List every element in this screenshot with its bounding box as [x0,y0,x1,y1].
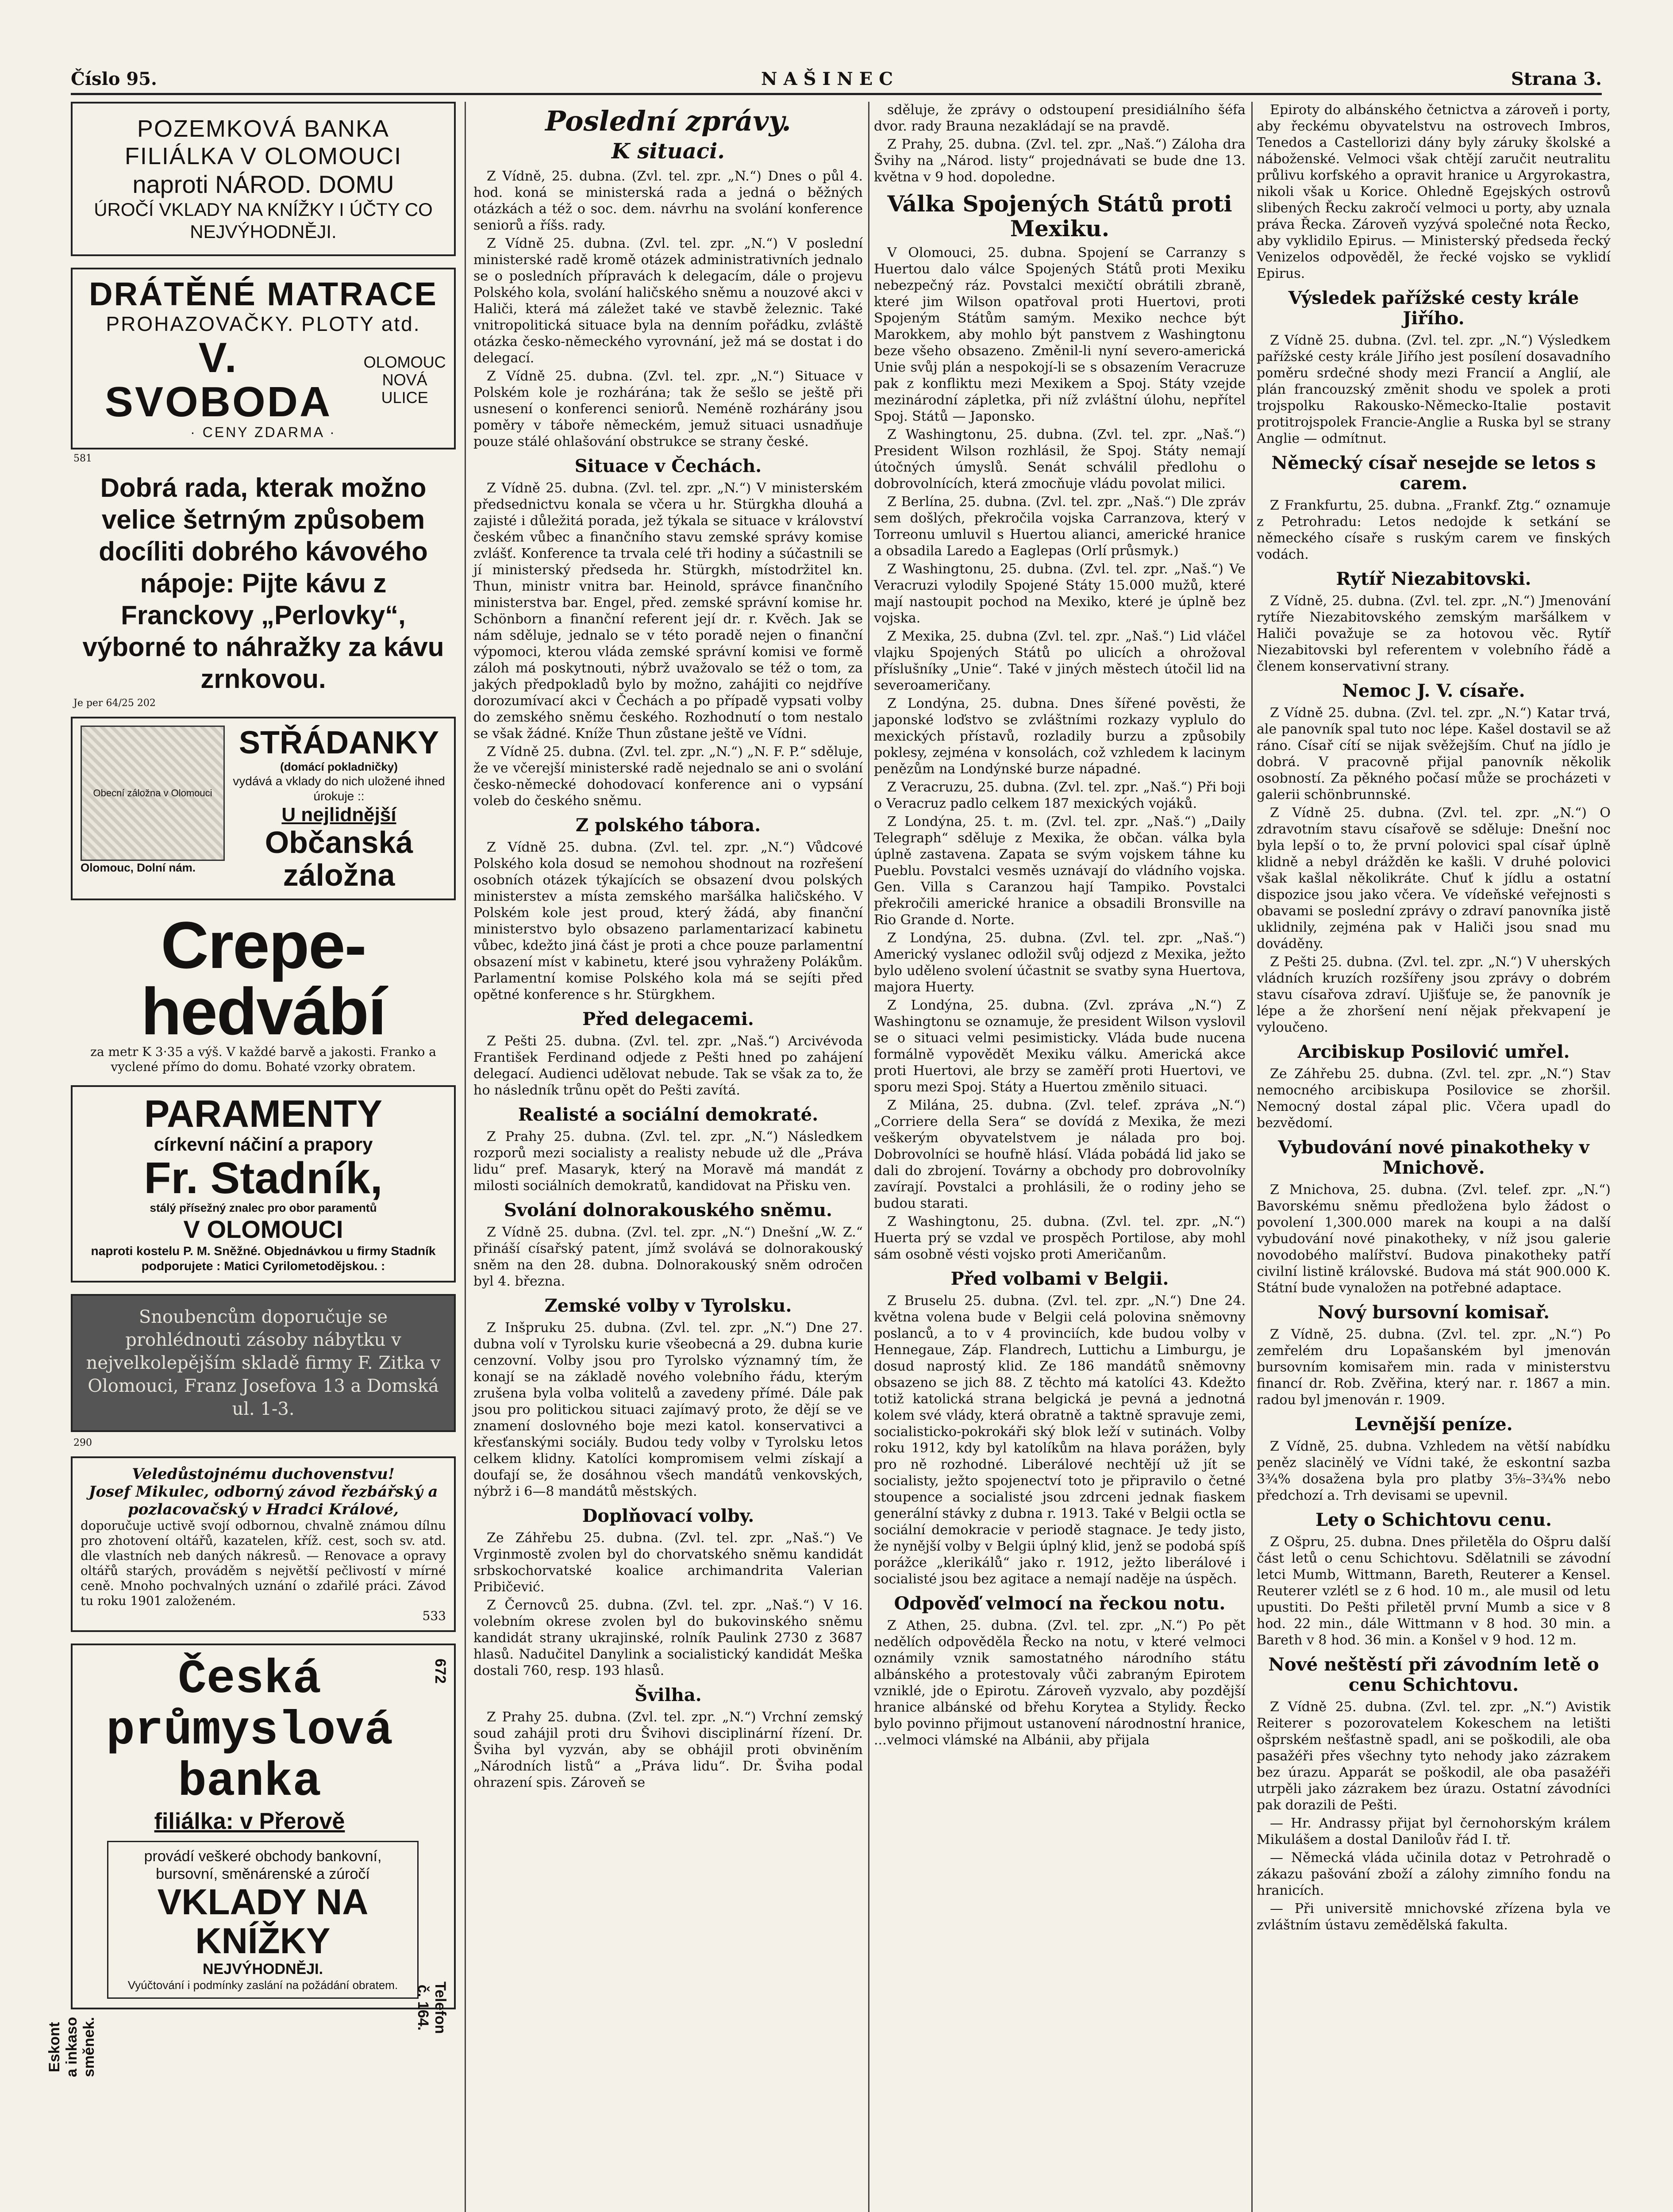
article-paragraph: Z Frankfurtu, 25. dubna. „Frankf. Ztg.“ oznamuje z Petrohradu: Letos nedojde k setkání se německého císaře s ruským carem ve finských vodách. [1257,498,1611,562]
ad-line: naproti NÁROD. DOMU [132,170,394,198]
ad-paramenty [71,1085,456,1283]
article-paragraph: Z Prahy 25. dubna. (Zvl. tel. zpr. „N.“) Následkem rozporů mezi socialisty a realisty nebude už dle „Práva lidu“ pref. Masaryk, který na Moravě má mandát z milosti sociálních demokratů, kandidovat na Přisku ven. [473,1129,863,1194]
article-paragraph: Z Prahy, 25. dubna. (Zvl. tel. zpr. „Naš.“) Záloha dra Švihy na „Národ. listy“ projednávati se bude dne 13. května v 9 hod. dopoledne. [874,137,1246,185]
article-paragraph: Z Washingtonu, 25. dubna. (Zvl. tel. zpr. „N.“) Huerta prý se vzdal ve prospěch Portilose, aby mohl sám osobně vésti vojsko proti Američanům. [874,1214,1246,1262]
ad-line: PARAMENTY [144,1093,383,1135]
article-heading: Realisté a sociální demokraté. [518,1104,819,1125]
newspaper-title: NAŠINEC [761,69,900,89]
column-rule [868,102,869,2212]
article-paragraph: V Olomouci, 25. dubna. Spojení se Carranzy s Huertou dalo válce Spojených Států proti Mexiku nebezpečný ráz. Povstalci mexičtí obrátili zbraně, které jim Wilson opatřoval proti Huertovi, proti Spojeným Státům samým. Mexiko nechce být Marokkem, aby mohlo být panstvem z Washingtonu beze všeho obsazeno. Změnil-li nyní severo-americká Unie svůj plán a nespokojí-li se s obsazením Veracruze pak z konfliktu mezi Mexikem a Spoj. Státy vzejde mezinárodní zápletka, při níž zvláštní úlohu, nepřítel Spoj. Států — Japonsko. [874,245,1246,424]
article-paragraph: Z Vídně 25. dubna. (Zvl. tel. zpr. „N.“) V ministerském předsednictvu konala se včera u hr. Stürgkha dlouhá a zajisté i důležitá porada, jež týkala se situace v království českém vůbec a finančního stavu zemské správy komise zvlášť. Konference ta trvala celé tři hodiny a súčastnili se jí ministerský předseda hr. Stürgkh, místodržitel kn. Thun, ministr vnitra bar. Heinold, správce finančního ministerstva bar. Engel, před. zemské správní komise hr. Schönborn a finanční referent její dr. r. Kvěch. Jak se nám sděluje, jednalo se v této poradě nejen o finanční výpomoci, kterou vláda zemské správní komisi ve formě záloh má poskytnouti, nýbrž uvažovalo se též o tom, za jakých předpokladů bylo by možno, zahájiti co nejdříve dorozumívací akci v Čechách a po případě vypsati volby do zemského sněmu českého. Rozhodnutí o tom nestalo se však žádné. Kníže Thun zůstane ještě ve Vídni. [473,480,863,741]
news-column-3 [1257,102,1611,2212]
article-paragraph: Z Berlína, 25. dubna. (Zvl. tel. zpr. „Naš.“) Dle zpráv sem došlých, překročila vojska Carranzova, který v Torreonu umluvil s Huertou alianci, americké hranice a obsadila Laredo a Eaglepas (Orlí průsmyk.) [874,494,1246,559]
ad-line: stálý přísežný znalec pro obor paramentů [150,1201,377,1214]
ad-line: Občanská záložna [265,825,413,892]
ad-pozemkova-banka [71,102,456,256]
article-heading: Odpověď velmocí na řeckou notu. [894,1593,1226,1614]
article-paragraph: Z Vídně, 25. dubna. (Zvl. tel. zpr. „N.“) Jmenování rytíře Niezabitovského zemským maršálkem v Haliči považuje se za hotovou věc. Rytíř Niezabitovski byl referentem v volebního řádě a členem konservativní strany. [1257,593,1611,674]
ad-line: NEJVÝHODNĚJI. [202,1961,323,1978]
article-heading: Levnější peníze. [1354,1414,1513,1435]
article-paragraph: Z Athen, 25. dubna. (Zvl. tel. zpr. „N.“) Po pět nedělích odpověděla Řecko na notu, v které velmoci oznámily vznik samostatného národního státu albánského a protestovaly vůči zabraným Epirotem vzniklé, jde o Epirotu. Zároveň vyzvalo, aby pozdější hranice albánské od břehu Korytea a Stylidy. Řecko bylo povinno přijmout ustanovení národnostní hranice, ...velmoci vlámské na Albánii, aby přijala [874,1618,1246,1748]
ad-ceska-prumyslova-banka [46,1644,456,2078]
ad-line: vydává a vklady do nich uložené ihned úrokuje :: [233,774,445,803]
article-paragraph: Z Bruselu 25. dubna. (Zvl. tel. zpr. „N.“) Dne 24. května volena bude v Belgii celá polovina sněmovny poslanců, a to v 4 provinciích, kde budou volby v Hennegaue, Záp. Flandrech, Luttichu a Limburgu, je dosud naprostý klid. Ze 186 mandátů sněmovny obsazeno se jich 88. Z těchto má katolíci 43. Kdežto totiž katolická strana belgická je pevná a jednotná kolem své vlády, která obratně a taktně spravuje zemi, socialisticko-pokrokáři ský blok leží v sutinách. Volby roku 1912, kdy byl katolíkům na hlava porážen, byly pro ně rozhodné. Liberálové nechtějí už jít se socialisty, ježto spojenectví toto je připravilo o četné stoupence a socialisté jsou zdrceni jednak fiaskem generální stávky z dubna r. 1913. Také v Belgii octla se sociální demokracie v periodě stagnace. Je tedy jisto, že nynější volby v Belgii úplný klid, jenž se podobá spíš porážce „klerikálů“ jako r. 1912, ježto liberálové i socialisté jsou bez agitace a nemají naděje na úspěch. [874,1293,1246,1587]
ad-code: 672 [432,1659,449,1684]
ad-line: doporučuje uctivě svojí odbornou, chvalně známou dílnu pro zhotovení oltářů, kazatelen, kříž. cest, soch sv. atd. dle vlastních neb daných nákresů. — Renovace a opravy oltářů starých, prováděm s největší pečlivostí v mírné ceně. Mnoho pochvalných uznání o zdařilé práci. Závod tu roku 1901 založeném. [81,1518,446,1608]
article-heading: Z polského tábora. [575,815,761,836]
stradanky-box-image: Obecní záložna v Olomouci [81,726,225,861]
ad-line: U nejlidnější [281,804,396,826]
column-rule [465,102,466,2212]
ad-line: STŘÁDANKY [238,725,439,760]
ad-line: FILIÁLKA V OLOMOUCI [124,143,402,169]
article-paragraph: Ze Záhřebu 25. dubna. (Zvl. tel. zpr. „Naš.“) Ve Vrginmostě zvolen byl do chorvatského sněmu kandidát srbskochorvatské koalice archimandrita Valerian Pribičević. [473,1530,863,1595]
article-heading: Švilha. [635,1685,702,1705]
article-paragraph: Z Inšpruku 25. dubna. (Zvl. tel. zpr. „N.“) Dne 27. dubna volí v Tyrolsku kurie všeobecná a 29. dubna kurie cenzovní. Volby jsou pro Tyrolsko významný tím, že konají se na základě nového volebního řádu, kterým zrušena byla volba volitelů a zavedeny přímé. Dále pak jsou pro politickou situaci zajímavý proto, že dějí se ve znamení doslovného boje mezi katol. konservativci a křesťanskými sociály. Budou tedy volby v Tyrolsku letos celkem klidny. Katolíci kompromisem velmi získají a doufají se, že dosáhnou všech mandátů venkovských, nýbrž i 6—8 mandátů městských. [473,1320,863,1499]
article-paragraph: Z Washingtonu, 25. dubna. (Zvl. tel. zpr. „Naš.“) Ve Veracruzi vylodily Spojené Státy 15.000 mužů, které mají nastoupit pochod na Mexiko, které je úplně bez vojska. [874,561,1246,626]
article-paragraph: Z Londýna, 25. t. m. (Zvl. tel. zpr. „Naš.“) „Daily Telegraph“ sděluje z Mexika, že občan. válka byla úplně zastavena. Zapata se svým vojskem táhne ku Pueblu. Povstalci vesměs uznávají do vládního vojska. Gen. Villa s Caranzou hají Tampiko. Povstalci překročili americké hranice a obsadili Bronsville na Rio Grande d. Norte. [874,814,1246,928]
ad-line: Česká [177,1653,322,1707]
page-header [71,66,1602,95]
article-paragraph: Z Černovců 25. dubna. (Zvl. tel. zpr. „Naš.“) V 16. volebním okrese zvolen byl do bukovinského sněmu kandidát strany ukrajinské, rolník Paulink 2730 z 3687 hlasů. Nadučitel Danylink a socialistický kandidát Meška dostali 760, resp. 193 hlasů. [473,1598,863,1678]
ad-line: Vyúčtování i podmínky zaslání na požádání obratem. [127,1978,398,1992]
article-paragraph: — Hr. Andrassy přijat byl černohorským králem Mikulášem a dostal Daniloův řád I. tř. [1257,1816,1611,1847]
issue-number: Číslo 95. [71,69,157,89]
article-heading: Svolání dolnorakouského sněmu. [504,1200,832,1221]
article-paragraph: — Při universitě mnichovské zřízena byla ve zvláštním ústavu zemědělská fakulta. [1257,1901,1611,1933]
ad-code: 533 [422,1609,446,1623]
ad-snoubenci: Snoubencům doporučuje se prohlédnouti zásoby nábytku v nejvelkolepějším skladě firmy F. Zitka v Olomouci, Franz Josefova 13 a Domská ul. 1-3. [71,1294,456,1432]
ad-line: Veledůstojnému duchovenstvu! [132,1465,395,1483]
article-paragraph: Z Vídně 25. dubna. (Zvl. tel. zpr. „N.“) Dnešní „W. Z.“ přináší císařský patent, jímž svolává se dolnorakouský sněm na den 28. dubna. Dolnorakouský sněm odročen byl 4. března. [473,1225,863,1289]
ad-kava: Dobrá rada, kterak možno velice šetrným způsobem docíliti dobrého kávového nápoje: Pijte kávu z Franckovy „Perlovky“, výborné to náhražky za kávu zrnkovou. [82,473,444,694]
section-subtitle: K situaci. [611,139,725,164]
article-paragraph: Z Londýna, 25. dubna. (Zvl. zpráva „N.“) Z Washingtonu se oznamuje, že president Wilson vyslovil se o situaci velmi pesimisticky. Vláda bude nucena formálně vypovědět Mexiku válku. Americká akce proti Huertovi, ale brzy se zaměří proti Huertovi, ve sporu mezi Spoj. Státy a Huertou změnilo situaci. [874,998,1246,1095]
ad-side-text: Eskont a inkaso směnek. [46,2016,97,2078]
news-column-1 [473,102,863,2212]
news-column-2 [874,102,1246,2212]
article-heading: Lety o Schichtovu cenu. [1315,1509,1552,1530]
article-paragraph: sděluje, že zprávy o odstoupení presidiálního šéfa dvor. rady Brauna nezakládají se na pravdě. [874,102,1246,134]
article-paragraph: Z Londýna, 25. dubna. Dnes šířené pověsti, že japonské loďstvo se zvláštními rozkazy vyplulo do mexických přístavů, rozladily burzu a způsobily poklesy, zejména v konsolách, což vzhledem k lacinym penězům na Londýnské burze nápadné. [874,696,1246,777]
ad-line: POZEMKOVÁ BANKA [137,115,390,142]
article-paragraph: — Německá vláda učinila dotaz v Petrohradě o zákazu pašování zboží a zálohy zimního fondu na hranicích. [1257,1850,1611,1898]
ad-line: ÚROČÍ VKLADY NA KNÍŽKY I ÚČTY CO NEJVÝHODNĚJI. [94,199,433,242]
ad-line: OLOMOUC NOVÁ ULICE [363,353,446,407]
article-paragraph: Z Vídně 25. dubna. (Zvl. tel. zpr. „N.“) Situace v Polském kole je rozhárána; tak že sešlo se ještě při usnesení o konferenci seniorů. Neméně rozhárány jsou poměry v táboře německém, jemuž situaci usnadňuje pouze stálé ohlašování obstrukce se strany české. [473,369,863,449]
ad-line: církevní náčiní a prapory [154,1134,373,1155]
article-heading: Arcibiskup Posilović umřel. [1297,1041,1570,1062]
article-paragraph: Z Pešti 25. dubna. (Zvl. tel. zpr. „N.“) V uherských vládních kruzích rozšířeny jsou zprávy o dobrém stavu císařova zdraví. Ujišťuje se, že panovník je lépe a že zhoršení není nějak překvapení je vyloučeno. [1257,954,1611,1035]
ad-line: Fr. Stadník, [144,1153,383,1203]
article-paragraph: Z Vídně, 25. dubna. (Zvl. tel. zpr. „N.“) Po zemřelém dru Lopašanském byl jmenován bursovním komisařem min. rada v ministerstvu financí dr. Rob. Zvěřina, který nar. r. 1867 a min. radou byl jmenován r. 1909. [1257,1327,1611,1408]
article-paragraph: Z Pešti 25. dubna. (Zvl. tel. zpr. „Naš.“) Arcivévoda František Ferdinand odjede z Pešti hned po zahájení delegací. Audienci udělovat nebude. Tak se však za to, že ho následník trůnu opět do Pešti zavítá. [473,1033,863,1098]
ad-line: VKLADY NA KNÍŽKY [157,1882,369,1961]
article-paragraph: Z Mexika, 25. dubna (Zvl. tel. zpr. „Naš.“) Lid vláčel vlajku Spojených Států po ulicích a ohrožoval příslušníky „Unie“. Také v jiných městech útočil lid na severoameričany. [874,629,1246,693]
ad-line: · CENY ZDARMA · [190,424,336,440]
article-paragraph: Z Ošpru, 25. dubna. Dnes přiletěla do Ošpru další část letů o cenu Schichtovu. Sdělatnili se závodní letci Mumb, Wittmann, Bareth, Reuterer a Kensel. Reuterer vzlétl se z 6 hod. 10 m., ale musil od letu upustiti. Do Pešti přiletěl první Mumb a sice v 8 hod. 22 min., dále Wittmann v 8 hod. 30 min. a Bareth v 8 hod. 36 min. a Konšel v 9 hod. 12 m. [1257,1534,1611,1648]
ad-line: Olomouc, Dolní nám. [81,861,196,874]
article-paragraph: Z Vídně, 25. dubna. Vzhledem na větší nabídku peněz slacinělý ve Vídni také, že eskontní sazba 3¾% dosažena byla pro platby 3⅝–3¾% nebo předchozí a. Trh devisami se upevnil. [1257,1439,1611,1503]
ad-line: průmyslová banka [106,1704,393,1809]
ad-line: Crepe-hedvábí [141,908,386,1048]
article-paragraph: Z Londýna, 25. dubna. (Zvl. tel. zpr. „Naš.“) Americký vyslanec odložil svůj odjezd z Mexika, ježto bylo uděleno svolení účastnit se svatby syna Huertova, majora Huerty. [874,930,1246,995]
ad-mikulec [71,1456,456,1632]
ad-matrace [71,268,456,449]
article-paragraph: Epiroty do albánského četnictva a zároveň i porty, aby řeckému obyvatelstvu na ostrovech Imbros, Tenedos a Castellorizi dány byly záruky školské a náboženské. Velmoci však chtějí zaručit neutralitu průlivu korfského a opravit hranice u Argyrokastra, nikoli však u Korice. Ohledně Egejských ostrovů slibených Řecku zakročí velmoci u porty, aby uznala práva Řecka. Zároveň vyzývá společné nota Řecko, aby vyklidilo Epirus. — Ministerský předseda řecký Venizelos odpověděl, že řecké vojsko se vyklidí Epirus. [1257,102,1611,281]
article-paragraph: Ze Záhřebu 25. dubna. (Zvl. tel. zpr. „N.“) Stav nemocného arcibiskupa Posilovice se zhoršil. Nemocný dostal zápal plic. Včera upadl do bezvědomí. [1257,1066,1611,1131]
article-paragraph: Z Vídně 25. dubna. (Zvl. tel. zpr. „N.“) „N. F. P.“ sděluje, že ve včerejší ministerské radě nejednalo se ani o svolání česko-německé dohodovací konference ani o vypsání voleb do českého sněmu. [473,744,863,809]
page-number: Strana 3. [1511,69,1602,89]
article-heading: Německý císař nesejde se letos s carem. [1271,453,1596,494]
article-heading: Nové neštěstí při závodním letě o cenu Schichtovu. [1268,1654,1599,1695]
ad-line: Josef Mikulec, odborný závod řezbářský a pozlacovačský v Hradci Králové, [88,1483,438,1518]
article-heading: Před volbami v Belgii. [950,1268,1169,1289]
article-paragraph: Z Vídně, 25. dubna. (Zvl. tel. zpr. „N.“) Dnes o půl 4. hod. koná se ministerská rada a jedná o běžných otázkách a též o soc. dem. návrhu na svolání konference seniorů a říšs. rady. [473,169,863,233]
ad-code: 581 [73,453,92,464]
article-heading: Nemoc J. V. císaře. [1342,680,1525,701]
article-heading: Zemské volby v Tyrolsku. [544,1295,792,1316]
article-paragraph: Z Vídně 25. dubna. (Zvl. tel. zpr. „N.“) Vůdcové Polského kola dosud se nemohou shodnout na rozřešení osobních otázek týkajících se obsazení dvou polských ministerstev a místa zemského maršálka haličského. V Polském kole jest proud, který žádá, aby finanční ministerstvo bylo obsazeno parlamentarizací kabinetu vůbec, kdežto jiná část je proti a chce pouze parlamentní obsazení míst v kabinetu, které jsou vyhraženy Polákům. Parlamentní komise Polského kola má se sejíti před opětné konference s hr. Stürgkhem. [473,840,863,1002]
article-paragraph: Z Vídně 25. dubna. (Zvl. tel. zpr. „N.“) Katar trvá, ale panovník spal tuto noc lépe. Kašel dostavil se až ráno. Císař cítí se nijak svěžejším. Chuť na jídlo je dobrá. V pracovně přijal panovník několik osobností. Za pěkného počasí může se procházeti v galerii schönbrunnské. [1257,705,1611,803]
ad-line: V. SVOBODA [104,334,332,426]
article-paragraph: Z Prahy 25. dubna. (Zvl. tel. zpr. „N.“) Vrchní zemský soud zahájil proti dru Švihovi disciplinární řízení. Dr. Šviha byl vyzván, aby se obhájil proti obviněním „Národních listů“ a „Práva lidu“. Dr. Šviha podal ohrazení spis. Zároveň se [473,1709,863,1790]
ad-line: filiálka: v Přerově [154,1809,345,1834]
ad-line: (domácí pokladničky) [280,760,398,773]
ad-line: provádí veškeré obchody bankovní, bursovní, směnárenské a zúročí [144,1848,382,1882]
ad-code: Je per 64/25 202 [73,698,156,709]
article-paragraph: Z Vídně 25. dubna. (Zvl. tel. zpr. „N.“) Výsledkem pařížské cesty krále Jiřího jest posílení dosavadního poměru srdečné shody mezi Francií a Anglií, ale plán francouzský změnit shodu ve spolek a proti trojspolku Rakousko-Německo-Italie postavit protitrojspolek Francie-Anglie a Ruska byl se strany Anglie — odmítnut. [1257,333,1611,446]
ad-code: 290 [73,1437,92,1448]
article-heading: Před delegacemi. [582,1009,754,1029]
ad-crepe [71,908,456,1075]
article-paragraph: Z Vídně 25. dubna. (Zvl. tel. zpr. „N.“) O zdravotním stavu císařově se sděluje: Dnešní noc byla lepší o to, že první polovici spal císař úplně klidně a nebyl drážděn ke kašli. V druhé polovici však kašlal několikráte. Chuť k jídlu a ostatní dispozice jsou jako včera. Ve vídeňské veřejnosti s obavami se poslední zprávy o zdraví panovníka jistě uklidnily, zejména pak v Haliči jsou snad mu dováděny. [1257,805,1611,952]
article-heading: Nový bursovní komisař. [1317,1302,1550,1323]
article-paragraph: Z Vídně 25. dubna. (Zvl. tel. zpr. „N.“) V poslední ministerské radě kromě otázek administrativních jednalo se o posledních přípravách k delegacím, dále o projevu Polského kola, svolání haličského sněmu a nouzové akci v Haliči, která má záležet také ve stavbě železnic. Také vnitropolitická situace byla na denním pořádku, zvláště otázka česko-německého vyrovnání, jež má se dostat i do delegací. [473,236,863,366]
ad-line: PROHAZOVAČKY. PLOTY atd. [106,312,421,335]
ad-line: naproti kostelu P. M. Sněžné. Objednávkou u firmy Stadník podporujete : Matici Cyrilometodějskou. : [91,1244,436,1273]
article-paragraph: Z Mnichova, 25. dubna. (Zvl. telef. zpr. „N.“) Bavorskému sněmu předložena bylo žádost o povolení 1,300.000 marek na koupi a na další vybudování nové pinakotheky, v níž jsou galerie novodobého malířství. Budova pinakotheky patří civilní listině královské. Budova má stát 900.000 K. Státní bude vynaložen na potřebné adaptace. [1257,1182,1611,1296]
ad-side-text: Telefon č. 164. [415,1982,449,2034]
article-paragraph: Z Washingtonu, 25. dubna. (Zvl. tel. zpr. „Naš.“) President Wilson rozhlásil, že Spoj. Státy nemají útočných úmyslů. Senát schválil předlohu o dobrovolnících, která zmocňuje vládu povolat milici. [874,427,1246,492]
article-paragraph: Z Vídně 25. dubna. (Zvl. tel. zpr. „N.“) Avistik Reiterer s pozorovatelem Kokeschem na letišti ošprském nešťastně spadl, ani se poškodili, ale oba pasažéři přes všechny tyto nehody jako zázrakem bez úrazu. Apparát se poškodil, ale oba pasažéři utrpěli jako zázrakem bez úrazu. Ostatní závodníci pak dorazili de Pešti. [1257,1699,1611,1813]
ads-column [46,102,456,2212]
article-heading: Rytíř Niezabitovski. [1336,568,1531,589]
article-title: Válka Spojených Států proti Mexiku. [887,191,1232,242]
ad-line: DRÁTĚNÉ MATRACE [89,276,438,312]
ad-line: za metr K 3·35 a výš. V každé barvě a jakosti. Franko a vyclené přímo do domu. Bohaté vzorky obratem. [90,1045,436,1074]
article-heading: Situace v Čechách. [574,456,762,476]
article-paragraph: Z Veracruzu, 25. dubna. (Zvl. tel. zpr. „Naš.“) Při boji o Veracruz padlo celkem 187 mexických vojáků. [874,780,1246,811]
article-heading: Vybudování nové pinakotheky v Mnichově. [1278,1137,1589,1178]
article-heading: Výsledek pařížské cesty krále Jiřího. [1288,288,1579,329]
column-rule [1251,102,1253,2212]
ad-stradanky [71,717,456,900]
article-paragraph: Z Milána, 25. dubna. (Zvl. telef. zpráva „N.“) „Corriere della Sera“ se dovídá z Mexika, že mezi veškerým obyvatelstvem je nálada pro boj. Dobrovolníci se houfně hlásí. Vláda pobádá lid jako se dali do zbrojení. Továrny a obchody pro dobrovolníky zavírají. Povstalci a prohlásili, že o rodiny jeho se budou starati. [874,1098,1246,1211]
section-title: Poslední zprávy. [545,105,791,137]
article-heading: Doplňovací volby. [582,1505,754,1526]
ad-line: V OLOMOUCI [183,1215,343,1243]
